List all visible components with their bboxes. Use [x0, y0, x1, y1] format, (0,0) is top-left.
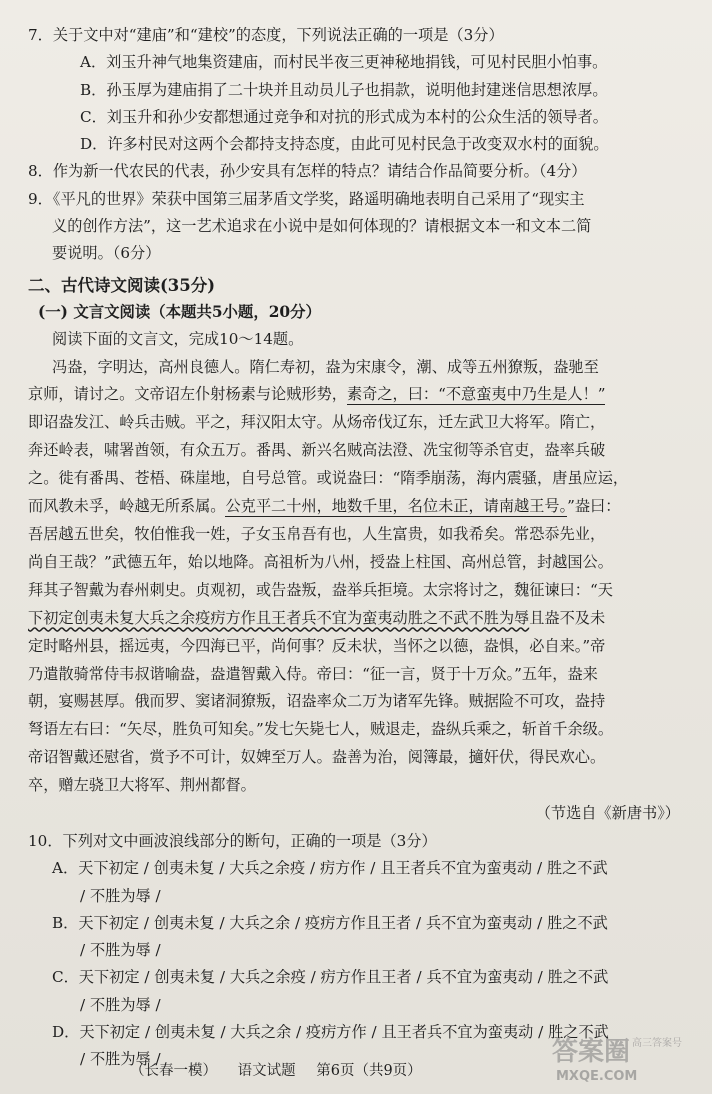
- footer-subject: 语文试题: [237, 1063, 296, 1079]
- wavy-underlined-sentence: 下初定创夷未复大兵之余疫疠方作且王者兵不宜为蛮夷动胜之不武不胜为辱: [28, 608, 530, 627]
- q10-option-a-cont: / 不胜为辱 /: [80, 886, 161, 905]
- svg-text:MXQE.COM: MXQE.COM: [556, 1069, 638, 1084]
- passage-line: [28, 493, 690, 521]
- q10-stem: 10．下列对文中画波浪线部分的断句，正确的一项是（3分）: [28, 831, 437, 850]
- passage-text: 京师，请讨之。文帝诏左仆射杨素与论贼形势，: [28, 385, 347, 404]
- question-7: [28, 22, 690, 158]
- question-8: 8．作为新一代农民的代表，孙少安具有怎样的特点？请结合作品简要分析。（4分）: [28, 162, 587, 181]
- q10-option-c: C．天下初定 / 创夷未复 / 大兵之余疫 / 疠方作且王者 / 兵不宜为蛮夷动 / 胜之不武: [52, 968, 609, 987]
- passage-text: 且盎不及未: [529, 608, 606, 627]
- passage-line: 之。徙有番禺、苍梧、硃崖地，自号总管。或说盎曰：“隋季崩荡，海内震骚，唐虽应运，: [28, 469, 629, 488]
- q9-line-3: 要说明。（6分）: [52, 244, 161, 263]
- footer-exam: （长春一模）: [130, 1063, 217, 1079]
- classical-passage: [28, 354, 690, 828]
- passage-line: 卒，赠左骁卫大将军、荆州都督。: [28, 776, 256, 795]
- passage-line: 奔还岭表，啸署酋领，有众五万。番禺、新兴名贼高法澄、冼宝彻等杀官吏，盎率兵破: [28, 441, 606, 460]
- watermark-logo: [552, 1034, 692, 1084]
- footer-page: 第6页（共9页）: [316, 1063, 422, 1079]
- passage-line: 朝，宴赐甚厚。俄而罗、窦诸洞獠叛，诏盎率众二万为诸军先锋。贼据险不可攻，盎持: [28, 692, 606, 711]
- section-title: 二、古代诗文阅读(35分): [28, 275, 216, 295]
- q7-option-d: D．许多村民对这两个会都持支持态度，由此可见村民急于改变双水村的面貌。: [80, 135, 609, 154]
- passage-line: 乃遣散骑常侍韦叔谐喻盎，盎遣智戴入侍。帝曰：“征一言，贤于十万众。”五年，盎来: [28, 664, 598, 683]
- q7-option-b: B．孙玉厚为建庙捐了二十块并且动员儿子也捐款，说明他封建迷信思想浓厚。: [80, 80, 608, 99]
- q7-option-c: C．刘玉升和孙少安都想通过竞争和对抗的形式成为本村的公众生活的领导者。: [80, 107, 608, 126]
- q10-option-c-cont: / 不胜为辱 /: [80, 995, 161, 1014]
- q7-stem: 7．关于文中对“建庙”和“建校”的态度，下列说法正确的一项是（3分）: [28, 26, 504, 44]
- passage-line: 尚自王哉？”武德五年，始以地降。高祖析为八州，授盎上柱国、高州总管，封越国公。: [28, 552, 613, 571]
- passage-line: 冯盎，字明达，高州良德人。隋仁寿初，盎为宋康令，潮、成等五州獠叛，盎驰至: [52, 357, 599, 376]
- q10-option-d-cont: / 不胜为辱 /: [80, 1050, 161, 1069]
- page-footer: [130, 1059, 438, 1080]
- q9-line-2: 义的创作方法”，这一艺术追求在小说中是如何体现的？请根据文本一和文本二简: [52, 217, 592, 236]
- passage-line: 帝诏智戴还慰省，赏予不可计，奴婢至万人。盎善为治，阅簿最，擿奸伏，得民欢心。: [28, 748, 606, 767]
- passage-line: 拜其子智戴为春州刺史。贞观初，或告盎叛，盎举兵拒境。太宗将讨之，魏征谏曰：“天: [28, 580, 613, 599]
- q10-option-b: B．天下初定 / 创夷未复 / 大兵之余 / 疫疠方作且王者 / 兵不宜为蛮夷动 / 胜之不武: [52, 913, 608, 932]
- reading-instruction: 阅读下面的文言文，完成10～14题。: [52, 330, 304, 349]
- passage-line: [28, 381, 690, 409]
- question-9: [28, 186, 690, 268]
- svg-text:高三答案号: 高三答案号: [632, 1038, 682, 1049]
- svg-text:答案圈: 答案圈: [552, 1037, 631, 1067]
- passage-line: 即诏盎发江、岭兵击贼。平之，拜汉阳太守。从炀帝伐辽东，迁左武卫大将军。隋亡，: [28, 413, 606, 432]
- passage-line: 定时略州县，摇远夷，今四海已平，尚何事？反未状，当怀之以德，盎惧，必自来。”帝: [28, 636, 606, 655]
- subsection-title: (一) 文言文阅读（本题共5小题，20分）: [38, 302, 321, 321]
- q10-option-a: A．天下初定 / 创夷未复 / 大兵之余疫 / 疠方作 / 且王者兵不宜为蛮夷动 / 胜之不武: [52, 859, 608, 878]
- q10-option-d: D．天下初定 / 创夷未复 / 大兵之余 / 疫疠方作 / 且王者兵不宜为蛮夷动 / 胜之不武: [52, 1023, 609, 1042]
- underlined-sentence-1: 素奇之，曰：“不意蛮夷中乃生是人！”: [346, 385, 606, 404]
- underlined-sentence-2: 公克平二十州，地数千里，名位未正，请南越王号。: [225, 497, 568, 516]
- passage-line: 吾居越五世矣，牧伯惟我一姓，子女玉帛吾有也，人生富贵，如我希矣。常恐忝先业，: [28, 525, 606, 543]
- q7-option-a: A．刘玉升神气地集资建庙，而村民半夜三更神秘地捐钱，可见村民胆小怕事。: [80, 53, 608, 72]
- q10-option-b-cont: / 不胜为辱 /: [80, 941, 161, 960]
- passage-source: （节选自《新唐书》）: [535, 804, 680, 823]
- passage-text: 而风教未孚，岭越无所系属。: [28, 497, 226, 516]
- q9-line-1: 9．《平凡的世界》荣获中国第三届茅盾文学奖，路遥明确地表明自己采用了“现实主: [28, 189, 585, 208]
- passage-line: 弩语左右曰：“矢尽，胜负可知矣。”发七矢毙七人，贼退走，盎纵兵乘之，斩首千余级。: [28, 720, 614, 739]
- passage-line: [28, 605, 690, 633]
- passage-text: ”盎曰：: [567, 497, 621, 516]
